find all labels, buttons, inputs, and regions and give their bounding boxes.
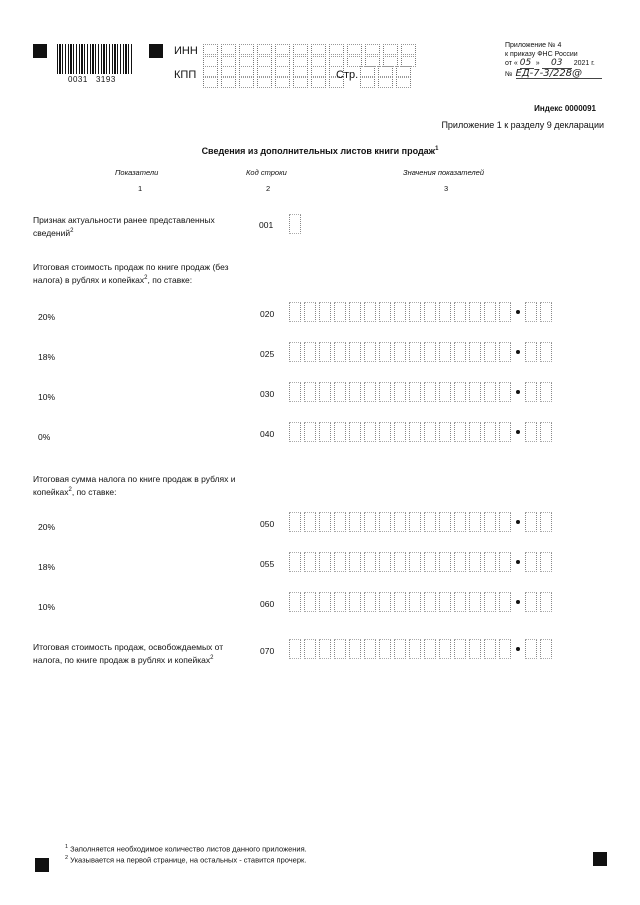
- digit-cell[interactable]: [424, 382, 436, 402]
- decimal-point: [516, 430, 520, 434]
- digit-cell[interactable]: [409, 639, 421, 659]
- digit-cell[interactable]: [439, 512, 451, 532]
- kopeck-cell[interactable]: [525, 512, 537, 532]
- digit-cell[interactable]: [334, 422, 346, 442]
- digit-cell[interactable]: [289, 552, 301, 572]
- digit-cell[interactable]: [499, 592, 511, 612]
- barcode-number: 0031 3193: [68, 75, 116, 84]
- kopeck-cell[interactable]: [525, 422, 537, 442]
- digit-cell[interactable]: [394, 342, 406, 362]
- digit-cell[interactable]: [334, 302, 346, 322]
- digit-cell[interactable]: [424, 592, 436, 612]
- digit-cell[interactable]: [439, 422, 451, 442]
- order-decree-line: к приказу ФНС России: [505, 51, 578, 58]
- digit-cell[interactable]: [469, 302, 481, 322]
- digit-cell[interactable]: [424, 639, 436, 659]
- digit-cell[interactable]: [334, 512, 346, 532]
- digit-cell[interactable]: [349, 342, 361, 362]
- digit-cell[interactable]: [454, 342, 466, 362]
- digit-cell[interactable]: [304, 552, 316, 572]
- value-field-001[interactable]: [289, 214, 304, 234]
- kopeck-cell[interactable]: [525, 342, 537, 362]
- digit-cell[interactable]: [409, 512, 421, 532]
- digit-cell[interactable]: [454, 639, 466, 659]
- digit-cell[interactable]: [499, 422, 511, 442]
- digit-cell[interactable]: [289, 342, 301, 362]
- digit-cell[interactable]: [499, 342, 511, 362]
- digit-cell[interactable]: [499, 552, 511, 572]
- digit-cell[interactable]: [394, 422, 406, 442]
- digit-cell[interactable]: [289, 592, 301, 612]
- barcode: [57, 44, 133, 74]
- kopeck-cell[interactable]: [540, 592, 552, 612]
- digit-cell[interactable]: [364, 422, 376, 442]
- decimal-point: [516, 560, 520, 564]
- digit-cell[interactable]: [499, 382, 511, 402]
- digit-cell[interactable]: [439, 639, 451, 659]
- order-annex-line: Приложение № 4: [505, 42, 562, 49]
- digit-cell[interactable]: [394, 639, 406, 659]
- digit-cell[interactable]: [454, 512, 466, 532]
- column-number-3: 3: [444, 184, 449, 193]
- digit-cell[interactable]: [499, 639, 511, 659]
- line-code-001: 001: [259, 220, 274, 230]
- digit-cell[interactable]: [394, 382, 406, 402]
- kpp-label: КПП: [174, 69, 197, 81]
- digit-cell[interactable]: [409, 382, 421, 402]
- decimal-point: [516, 647, 520, 651]
- digit-cell[interactable]: [304, 382, 316, 402]
- digit-cell[interactable]: [484, 639, 496, 659]
- kopeck-cell[interactable]: [525, 639, 537, 659]
- alignment-marker-bottom-right: [593, 852, 607, 866]
- digit-cell[interactable]: [499, 512, 511, 532]
- digit-cell[interactable]: [394, 592, 406, 612]
- inn-label: ИНН: [174, 45, 198, 57]
- digit-cell[interactable]: [379, 302, 391, 322]
- digit-cell[interactable]: [484, 552, 496, 572]
- line-code-040: 040: [260, 429, 275, 439]
- line-code-020: 020: [260, 309, 275, 319]
- column-header-indicators: Показатели: [115, 168, 159, 177]
- page-label: Стр.: [336, 69, 359, 81]
- digit-cell[interactable]: [409, 342, 421, 362]
- digit-cell[interactable]: [394, 302, 406, 322]
- kpp-cells[interactable]: [203, 66, 347, 77]
- column-header-line-code: Код строки: [246, 168, 287, 177]
- digit-cell[interactable]: [439, 592, 451, 612]
- digit-cell[interactable]: [409, 422, 421, 442]
- line-code-070: 070: [260, 646, 275, 656]
- digit-cell[interactable]: [349, 422, 361, 442]
- digit-cell[interactable]: [454, 382, 466, 402]
- kopeck-cell[interactable]: [525, 592, 537, 612]
- digit-cell[interactable]: [454, 592, 466, 612]
- digit-cell[interactable]: [424, 552, 436, 572]
- digit-cell[interactable]: [424, 302, 436, 322]
- digit-cell[interactable]: [469, 512, 481, 532]
- order-month: 03: [542, 59, 572, 69]
- rate-label-040: 0%: [38, 432, 51, 442]
- digit-cell[interactable]: [394, 552, 406, 572]
- digit-cell[interactable]: [364, 342, 376, 362]
- value-field-040[interactable]: [289, 422, 555, 442]
- digit-cell[interactable]: [409, 552, 421, 572]
- kopeck-cell[interactable]: [540, 512, 552, 532]
- digit-cell[interactable]: [334, 552, 346, 572]
- kopeck-cell[interactable]: [540, 422, 552, 442]
- rate-label-055: 18%: [38, 562, 56, 572]
- digit-cell[interactable]: [469, 639, 481, 659]
- digit-cell[interactable]: [319, 552, 331, 572]
- digit-cell[interactable]: [319, 382, 331, 402]
- digit-cell[interactable]: [364, 552, 376, 572]
- digit-cell[interactable]: [454, 552, 466, 572]
- digit-cell[interactable]: [469, 382, 481, 402]
- digit-cell[interactable]: [379, 592, 391, 612]
- column-number-2: 2: [266, 184, 271, 193]
- kopeck-cell[interactable]: [540, 639, 552, 659]
- digit-cell[interactable]: [319, 302, 331, 322]
- digit-cell[interactable]: [349, 552, 361, 572]
- order-number: ЕД-7-3/228@: [516, 69, 602, 79]
- digit-cell[interactable]: [334, 592, 346, 612]
- digit-cell[interactable]: [364, 302, 376, 322]
- rate-label-060: 10%: [38, 602, 56, 612]
- order-stamp: [505, 41, 615, 79]
- digit-cell[interactable]: [469, 422, 481, 442]
- kopeck-cell[interactable]: [525, 552, 537, 572]
- digit-cell[interactable]: [349, 592, 361, 612]
- digit-cell[interactable]: [304, 512, 316, 532]
- rate-label-025: 18%: [38, 352, 56, 362]
- digit-cell[interactable]: [364, 382, 376, 402]
- digit-cell[interactable]: [289, 639, 301, 659]
- inn-cells[interactable]: [203, 44, 419, 55]
- footnote-1: $^1$ Заполняется необходимое количество листов данного приложения.: [65, 844, 307, 854]
- digit-cell[interactable]: [424, 342, 436, 362]
- kopeck-cell[interactable]: [525, 382, 537, 402]
- digit-cell[interactable]: [364, 639, 376, 659]
- digit-cell[interactable]: [484, 302, 496, 322]
- kopeck-cell[interactable]: [540, 342, 552, 362]
- digit-cell[interactable]: [379, 512, 391, 532]
- digit-cell[interactable]: [409, 592, 421, 612]
- value-field-025[interactable]: [289, 342, 555, 362]
- digit-cell[interactable]: [454, 302, 466, 322]
- order-number-line: № ЕД-7-3/228@: [505, 69, 615, 79]
- value-field-050[interactable]: [289, 512, 555, 532]
- line-code-050: 050: [260, 519, 275, 529]
- digit-cell[interactable]: [499, 302, 511, 322]
- decimal-point: [516, 600, 520, 604]
- digit-cell[interactable]: [454, 422, 466, 442]
- digit-cell[interactable]: [319, 512, 331, 532]
- page-title: Сведения из дополнительных листов книги продаж$^1$: [201, 146, 439, 156]
- digit-cell[interactable]: [469, 552, 481, 572]
- column-number-1: 1: [138, 184, 143, 193]
- digit-cell[interactable]: [304, 639, 316, 659]
- indicator-label-001: Признак актуальности ранее представленных сведений$^2$: [33, 215, 215, 238]
- value-field-020[interactable]: [289, 302, 555, 322]
- alignment-marker-top-right: [149, 44, 163, 58]
- value-field-055[interactable]: [289, 552, 555, 572]
- decimal-point: [516, 390, 520, 394]
- kopeck-cell[interactable]: [540, 302, 552, 322]
- digit-cell[interactable]: [484, 342, 496, 362]
- line-code-055: 055: [260, 559, 275, 569]
- digit-cell[interactable]: [304, 592, 316, 612]
- digit-cell[interactable]: [289, 422, 301, 442]
- digit-cell[interactable]: [334, 382, 346, 402]
- alignment-marker-bottom-left: [35, 858, 49, 872]
- order-date-line: от « 05 » 03 2021 г.: [505, 58, 595, 68]
- digit-cell[interactable]: [424, 422, 436, 442]
- digit-cell[interactable]: [379, 552, 391, 572]
- line-code-030: 030: [260, 389, 275, 399]
- decimal-point: [516, 520, 520, 524]
- digit-cell[interactable]: [469, 592, 481, 612]
- line-code-025: 025: [260, 349, 275, 359]
- digit-cell[interactable]: [349, 302, 361, 322]
- alignment-marker-top-left: [33, 44, 47, 58]
- digit-cell[interactable]: [439, 342, 451, 362]
- value-field-060[interactable]: [289, 592, 555, 612]
- digit-cell[interactable]: [439, 552, 451, 572]
- digit-cell[interactable]: [379, 422, 391, 442]
- digit-cell[interactable]: [319, 342, 331, 362]
- digit-cell[interactable]: [289, 302, 301, 322]
- digit-cell[interactable]: [334, 342, 346, 362]
- order-day: 05: [520, 59, 534, 69]
- digit-cell[interactable]: [439, 302, 451, 322]
- section-label-tax-amount: Итоговая сумма налога по книге продаж в рублях и копейках$^2$, по ставке:: [33, 474, 236, 497]
- digit-cell[interactable]: [319, 592, 331, 612]
- digit-cell[interactable]: [319, 639, 331, 659]
- rate-label-020: 20%: [38, 312, 56, 322]
- column-header-values: Значения показателей: [403, 168, 485, 177]
- digit-cell[interactable]: [319, 422, 331, 442]
- digit-cell[interactable]: [289, 512, 301, 532]
- digit-cell[interactable]: [484, 512, 496, 532]
- footnote-2: $^2$ Указывается на первой странице, на остальных - ставится прочерк.: [65, 855, 307, 865]
- digit-cell[interactable]: [304, 342, 316, 362]
- digit-cell[interactable]: [304, 422, 316, 442]
- digit-cell[interactable]: [409, 302, 421, 322]
- digit-cell[interactable]: [439, 382, 451, 402]
- kopeck-cell[interactable]: [525, 302, 537, 322]
- annex-reference: Приложение 1 к разделу 9 декларации: [441, 120, 604, 130]
- digit-cell[interactable]: [349, 512, 361, 532]
- kpp-cells-row2: [203, 77, 347, 88]
- page-number-cells[interactable]: [360, 66, 414, 77]
- digit-cell[interactable]: [484, 592, 496, 612]
- value-field-070[interactable]: [289, 639, 555, 659]
- digit-cell[interactable]: [484, 382, 496, 402]
- digit-cell[interactable]: [379, 382, 391, 402]
- value-field-030[interactable]: [289, 382, 555, 402]
- kopeck-cell[interactable]: [540, 382, 552, 402]
- digit-cell[interactable]: [379, 639, 391, 659]
- digit-cell[interactable]: [289, 382, 301, 402]
- digit-cell[interactable]: [334, 639, 346, 659]
- digit-cell[interactable]: [379, 342, 391, 362]
- digit-cell[interactable]: [349, 639, 361, 659]
- section-label-sales-without-tax: Итоговая стоимость продаж по книге продаж (без налога) в рублях и копейках$^2$, по ставке:: [33, 262, 229, 285]
- decimal-point: [516, 310, 520, 314]
- rate-label-030: 10%: [38, 392, 56, 402]
- rate-label-050: 20%: [38, 522, 56, 532]
- digit-cell[interactable]: [364, 512, 376, 532]
- digit-cell[interactable]: [394, 512, 406, 532]
- digit-cell[interactable]: [304, 302, 316, 322]
- digit-cell[interactable]: [484, 422, 496, 442]
- line-code-060: 060: [260, 599, 275, 609]
- form-index: Индекс 0000091: [534, 104, 596, 113]
- decimal-point: [516, 350, 520, 354]
- digit-cell[interactable]: [364, 592, 376, 612]
- page-number-cells-row2: [360, 77, 414, 88]
- digit-cell[interactable]: [469, 342, 481, 362]
- kopeck-cell[interactable]: [540, 552, 552, 572]
- digit-cell[interactable]: [424, 512, 436, 532]
- indicator-label-070: Итоговая стоимость продаж, освобождаемых от налога, по книге продаж в рублях и копейках$^2$: [33, 642, 224, 665]
- digit-cell[interactable]: [349, 382, 361, 402]
